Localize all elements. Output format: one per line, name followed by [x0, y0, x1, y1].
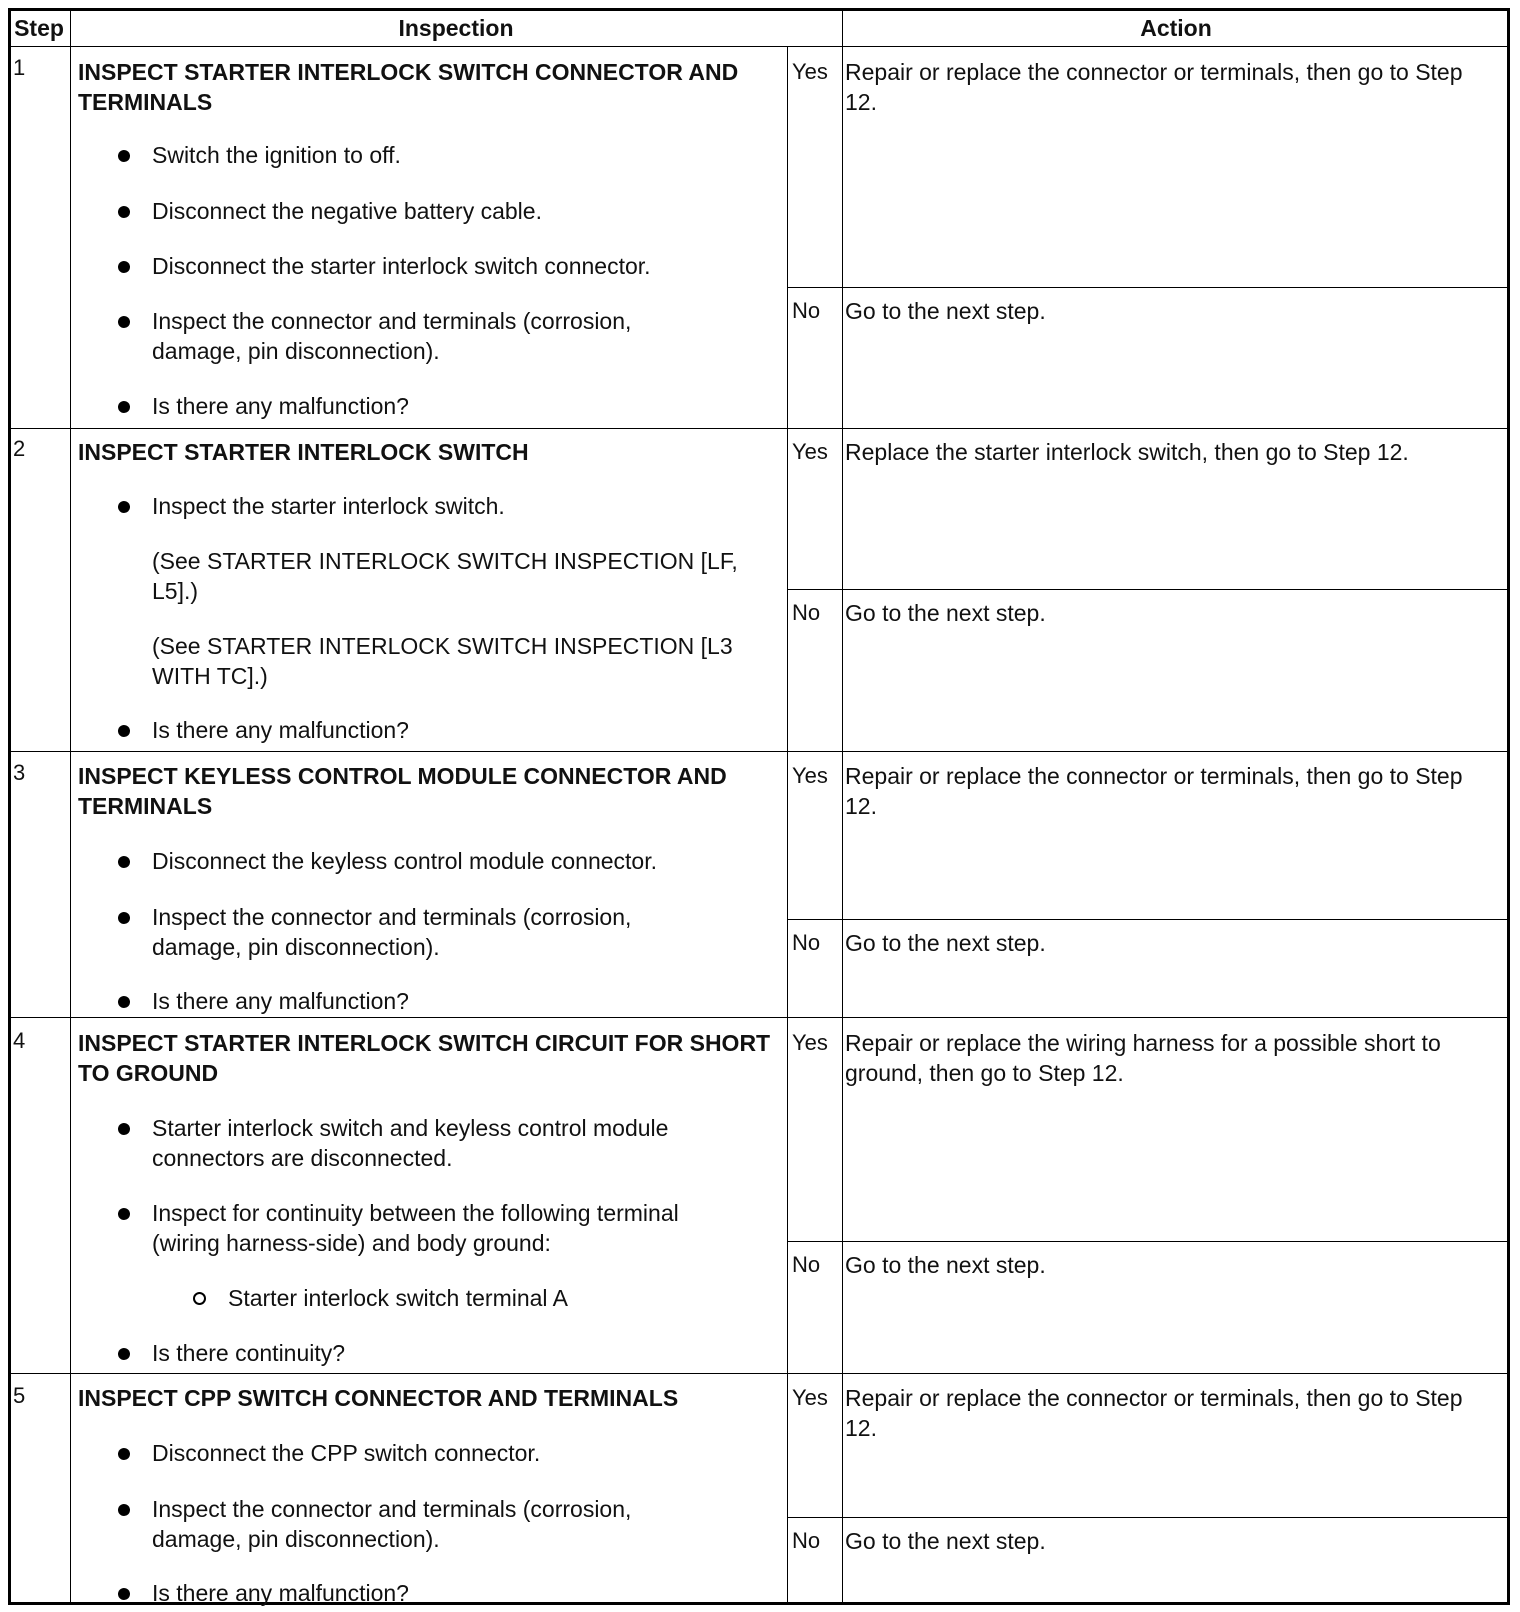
step-number: 4 [13, 1028, 26, 1053]
bullet-icon [118, 206, 130, 218]
bullet-item: Starter interlock switch and keyless control module connectors are disconnected. [118, 1113, 718, 1173]
step-title: INSPECT KEYLESS CONTROL MODULE CONNECTOR AND TERMINALS [78, 763, 727, 819]
bullet-item: Is there continuity? [118, 1338, 758, 1368]
yes-no-divider [787, 919, 1510, 920]
step-number: 2 [13, 436, 26, 461]
bullet-item: Is there any malfunction? [118, 391, 758, 421]
bullet-icon [118, 1208, 130, 1220]
bullet-item: Inspect the starter interlock switch. [118, 491, 758, 521]
no-label: No [792, 298, 821, 323]
no-action: Go to the next step. [845, 1252, 1046, 1278]
bullet-item: Disconnect the negative battery cable. [118, 196, 758, 226]
bullet-item: Inspect the connector and terminals (corrosion, damage, pin disconnection). [118, 306, 718, 366]
reference-note: (See STARTER INTERLOCK SWITCH INSPECTION [LF, L5].) [152, 548, 738, 604]
header-inspection: Inspection [398, 15, 514, 41]
bullet-icon [118, 1448, 130, 1460]
bullet-icon [118, 261, 130, 273]
circle-bullet-icon [193, 1292, 206, 1305]
row-divider [8, 751, 1510, 752]
no-label: No [792, 600, 821, 625]
step-title: INSPECT CPP SWITCH CONNECTOR AND TERMINALS [78, 1385, 679, 1411]
step-title: INSPECT STARTER INTERLOCK SWITCH CONNECTOR AND TERMINALS [78, 59, 739, 115]
yes-label: Yes [792, 439, 828, 464]
no-action: Go to the next step. [845, 930, 1046, 956]
bullet-item: Disconnect the starter interlock switch connector. [118, 251, 758, 281]
bullet-item: Inspect for continuity between the following terminal (wiring harness-side) and body ground: [118, 1198, 738, 1258]
bullet-item: Inspect the connector and terminals (corrosion, damage, pin disconnection). [118, 1494, 718, 1554]
column-divider [787, 47, 788, 1605]
yes-action: Repair or replace the connector or terminals, then go to Step 12. [845, 59, 1463, 115]
no-action: Go to the next step. [845, 600, 1046, 626]
yes-label: Yes [792, 1030, 828, 1055]
row-divider [8, 1373, 1510, 1374]
sub-item: Starter interlock switch terminal A [193, 1283, 753, 1313]
bullet-item: Is there any malfunction? [118, 1578, 758, 1608]
step-title: INSPECT STARTER INTERLOCK SWITCH [78, 439, 529, 465]
column-divider [842, 8, 843, 1605]
bullet-icon [118, 912, 130, 924]
header-step: Step [14, 15, 64, 41]
reference-note: (See STARTER INTERLOCK SWITCH INSPECTION [L3 WITH TC].) [152, 633, 733, 689]
step-number: 3 [13, 760, 26, 785]
bullet-item: Switch the ignition to off. [118, 140, 758, 170]
bullet-icon [118, 856, 130, 868]
row-divider [8, 1017, 1510, 1018]
yes-no-divider [787, 589, 1510, 590]
bullet-item: Inspect the connector and terminals (corrosion, damage, pin disconnection). [118, 902, 718, 962]
header-divider [8, 46, 1510, 47]
no-label: No [792, 1528, 821, 1553]
yes-no-divider [787, 1517, 1510, 1518]
bullet-item: Is there any malfunction? [118, 986, 758, 1016]
yes-action: Repair or replace the wiring harness for a possible short to ground, then go to Step 12. [845, 1030, 1441, 1086]
yes-no-divider [787, 287, 1510, 288]
yes-label: Yes [792, 59, 828, 84]
bullet-icon [118, 1123, 130, 1135]
header-action: Action [1140, 15, 1212, 41]
bullet-icon [118, 316, 130, 328]
bullet-item: Is there any malfunction? [118, 715, 758, 745]
bullet-icon [118, 1504, 130, 1516]
bullet-icon [118, 1588, 130, 1600]
step-number: 1 [13, 55, 26, 80]
bullet-icon [118, 401, 130, 413]
yes-no-divider [787, 1241, 1510, 1242]
no-action: Go to the next step. [845, 1528, 1046, 1554]
no-label: No [792, 1252, 821, 1277]
bullet-icon [118, 150, 130, 162]
bullet-item: Disconnect the CPP switch connector. [118, 1438, 758, 1468]
yes-action: Replace the starter interlock switch, then go to Step 12. [845, 439, 1409, 465]
bullet-icon [118, 725, 130, 737]
yes-action: Repair or replace the connector or terminals, then go to Step 12. [845, 763, 1463, 819]
bullet-icon [118, 996, 130, 1008]
bullet-icon [118, 1348, 130, 1360]
no-action: Go to the next step. [845, 298, 1046, 324]
no-label: No [792, 930, 821, 955]
bullet-item: Disconnect the keyless control module connector. [118, 846, 758, 876]
step-title: INSPECT STARTER INTERLOCK SWITCH CIRCUIT FOR SHORT TO GROUND [78, 1030, 771, 1086]
yes-label: Yes [792, 763, 828, 788]
column-divider [70, 8, 71, 1605]
step-number: 5 [13, 1383, 26, 1408]
yes-action: Repair or replace the connector or terminals, then go to Step 12. [845, 1385, 1463, 1441]
yes-label: Yes [792, 1385, 828, 1410]
bullet-icon [118, 501, 130, 513]
row-divider [8, 428, 1510, 429]
